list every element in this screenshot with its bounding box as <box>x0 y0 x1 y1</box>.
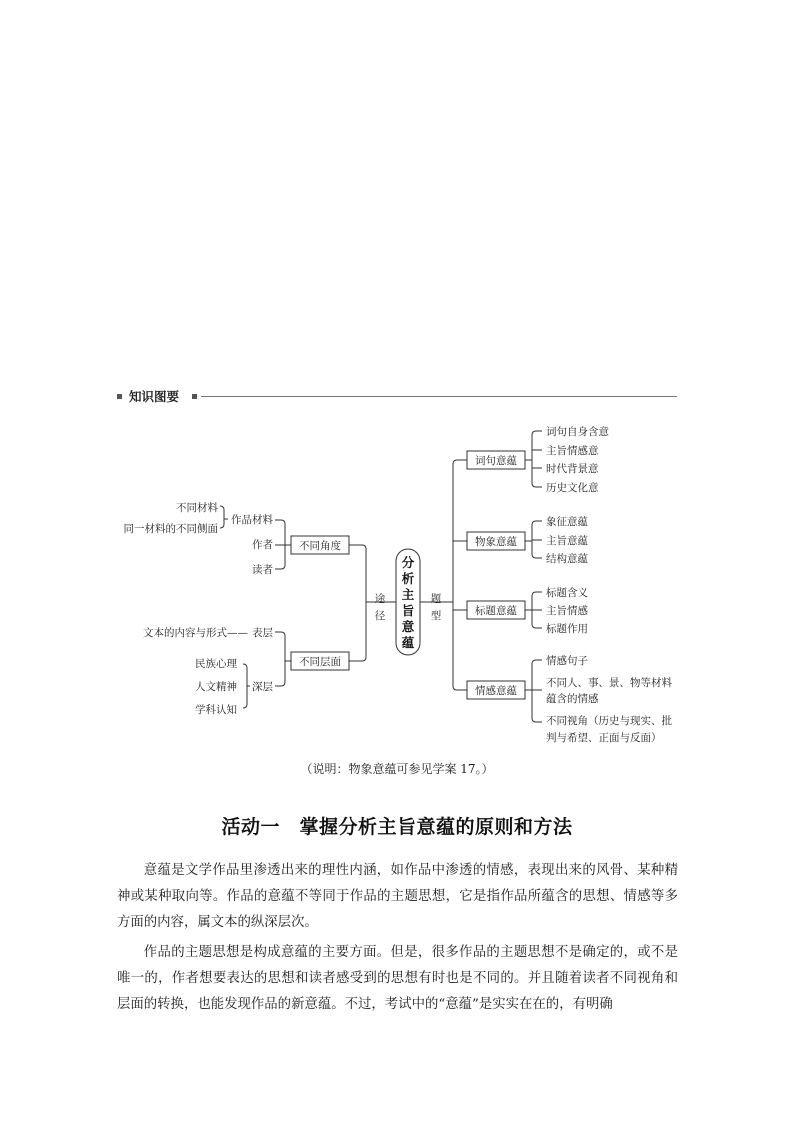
center-label <box>402 555 415 650</box>
item-deep: 深层 <box>252 681 273 693</box>
emotion-bracket <box>525 660 542 722</box>
deep-bracket <box>243 664 250 708</box>
objects-item-0: 象征意蕴 <box>546 516 588 528</box>
source-humanistic-spirit: 人文精神 <box>195 681 237 693</box>
item-surface: 表层 <box>252 627 273 639</box>
words-item-3: 历史文化意 <box>546 482 599 494</box>
title-item-0: 标题含义 <box>546 587 588 599</box>
source-different-material: 不同材料 <box>176 502 218 514</box>
words-bracket <box>525 431 542 487</box>
title-item-1: 主旨情感 <box>546 605 588 617</box>
center-char-2: 主 <box>401 587 415 602</box>
center-char-1: 析 <box>401 571 415 586</box>
connector-right-0: 题 <box>430 593 442 605</box>
words-item-1: 主旨情感意 <box>546 445 599 457</box>
section-marker-left <box>117 394 122 399</box>
emotion-item-2-line-0: 不同视角（历史与现实、批 <box>546 715 672 727</box>
branch-angle-bracket <box>275 520 291 569</box>
section-marker-right <box>192 394 197 399</box>
paragraph-1: 意蕴是文学作品里渗透出来的理性内涵，如作品中渗透的情感，表现出来的风骨、某种精神或某种取向等。作品的意蕴不等同于作品的主题思想，它是指作品所蕴含的思想、情感等多方面的内容，属文本的纵深层次。 <box>117 863 678 930</box>
emotion-item-0: 情感句子 <box>546 655 588 667</box>
objects-item-1: 主旨意蕴 <box>546 535 588 547</box>
words-item-2: 时代背景意 <box>546 463 599 475</box>
connector-right-1: 型 <box>430 610 442 622</box>
branch-label-title: 标题意蕴 <box>475 605 517 617</box>
branch-label-words: 词句意蕴 <box>475 455 517 467</box>
left-trunk <box>349 545 396 661</box>
item-works-material: 作品材料 <box>231 514 273 526</box>
branch-label-level: 不同层面 <box>299 656 341 668</box>
paragraph-2: 作品的主题思想是构成意蕴的主要方面。但是，很多作品的主题思想不是确定的，或不是唯一的，作者想要表达的思想和读者感受到的思想有时也是不同的。并且随着读者不同视角和层面的转换，也能发现作品的新意蕴。不过，考试中的“意蕴”是实实在在的，有明确 <box>117 945 678 1012</box>
center-char-3: 旨 <box>401 603 415 618</box>
section-header <box>117 388 677 406</box>
emotion-item-1-line-0: 不同人、事、景、物等材料 <box>546 677 672 689</box>
branch-level-bracket <box>275 632 291 686</box>
center-char-0: 分 <box>401 555 415 570</box>
mindmap-note: （说明：物象意蕴可参见学案 17。） <box>300 762 494 776</box>
item-reader: 读者 <box>252 564 273 576</box>
knowledge-mind-map <box>0 415 794 750</box>
activity-title: 活动一 掌握分析主旨意蕴的原则和方法 <box>221 816 573 838</box>
source-different-aspects: 同一材料的不同侧面 <box>123 523 218 535</box>
branch-label-objects: 物象意蕴 <box>475 536 517 548</box>
material-bracket <box>220 506 228 528</box>
center-char-5: 蕴 <box>401 635 415 650</box>
branch-label-angle: 不同角度 <box>299 540 341 552</box>
right-trunk <box>420 460 467 690</box>
section-rule <box>201 396 677 397</box>
objects-item-2: 结构意蕴 <box>546 553 588 565</box>
surface-prefix: 文本的内容与形式—— <box>143 627 248 639</box>
branch-label-emotion: 情感意蕴 <box>475 685 517 697</box>
connector-left-1: 径 <box>374 610 386 622</box>
words-item-0: 词句自身含意 <box>546 426 609 438</box>
center-char-4: 意 <box>401 619 415 634</box>
title-bracket <box>525 592 542 628</box>
title-item-2: 标题作用 <box>546 623 588 635</box>
item-author: 作者 <box>252 539 273 551</box>
objects-bracket <box>525 521 542 558</box>
emotion-item-2-line-1: 判与希望、正面与反面） <box>546 732 662 744</box>
section-title: 知识图要 <box>129 389 180 404</box>
emotion-item-1-line-1: 蕴含的情感 <box>546 693 599 705</box>
source-subject-cognition: 学科认知 <box>195 704 237 716</box>
source-national-psychology: 民族心理 <box>195 658 237 670</box>
connector-left-0: 途 <box>374 593 386 605</box>
